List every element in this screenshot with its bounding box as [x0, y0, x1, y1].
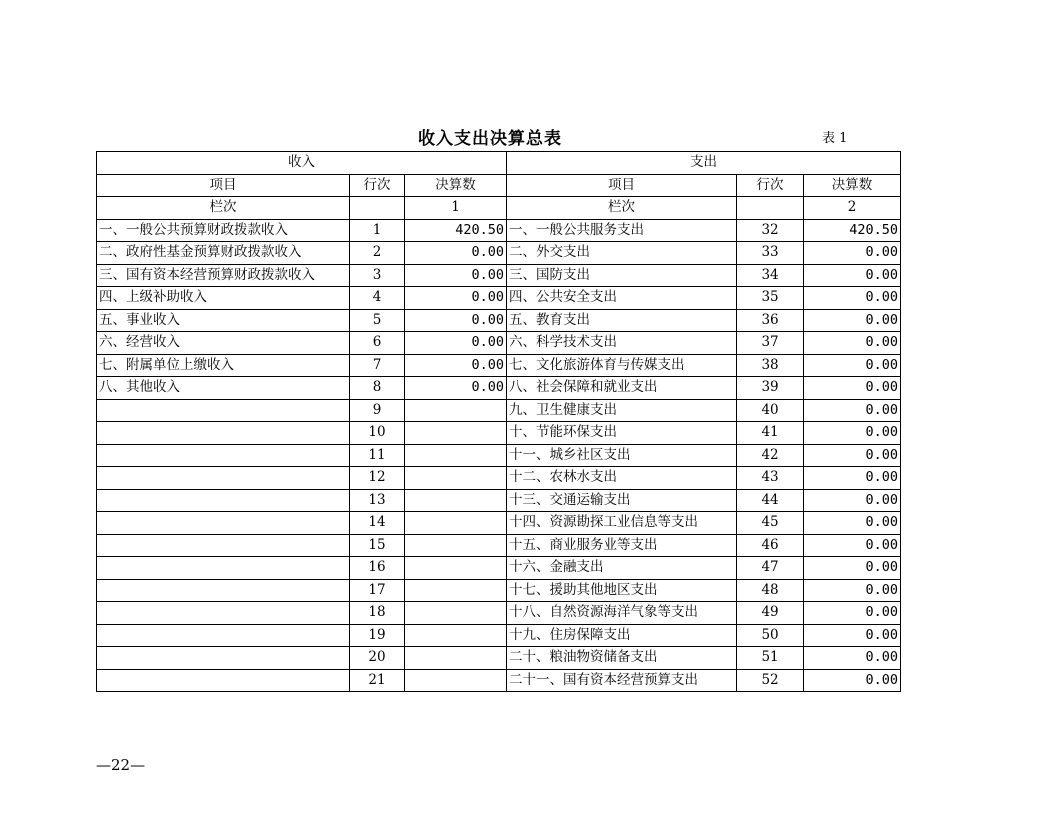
table-number: 表 1: [822, 131, 848, 146]
expense-row-number: 40: [737, 399, 804, 422]
table-row: [97, 624, 901, 647]
expense-item-name: 十、节能环保支出: [507, 422, 737, 445]
column-header-row: [97, 174, 901, 197]
expense-row-number: 39: [737, 377, 804, 400]
expense-lanci-blank: [737, 197, 804, 220]
table-row: [97, 309, 901, 332]
income-row-number: 19: [350, 624, 405, 647]
expense-item-name: 十四、资源勘探工业信息等支出: [507, 512, 737, 535]
income-amount: [405, 602, 507, 625]
expense-amount: 0.00: [804, 422, 901, 445]
table-row: [97, 512, 901, 535]
income-amount: [405, 489, 507, 512]
expense-item-name: 十二、农林水支出: [507, 467, 737, 490]
income-item-name: [97, 534, 350, 557]
income-item-name: [97, 647, 350, 670]
income-lanci-blank: [350, 197, 405, 220]
expense-row-number: 47: [737, 557, 804, 580]
expense-amount: 0.00: [804, 557, 901, 580]
income-item-name: [97, 422, 350, 445]
income-section-header: 收入: [97, 152, 507, 175]
income-item-name: 七、附属单位上缴收入: [97, 354, 350, 377]
expense-row-number: 35: [737, 287, 804, 310]
expense-row-number: 46: [737, 534, 804, 557]
table-row: [97, 219, 901, 242]
expense-item-name: 十三、交通运输支出: [507, 489, 737, 512]
income-amount: 420.50: [405, 219, 507, 242]
income-item-name: 八、其他收入: [97, 377, 350, 400]
table-row: [97, 399, 901, 422]
expense-item-name: 九、卫生健康支出: [507, 399, 737, 422]
expense-amount: 0.00: [804, 489, 901, 512]
income-row-header: 行次: [350, 174, 405, 197]
expense-item-name: 十九、住房保障支出: [507, 624, 737, 647]
expense-amount: 0.00: [804, 354, 901, 377]
expense-item-name: 十七、援助其他地区支出: [507, 579, 737, 602]
income-item-name: [97, 444, 350, 467]
expense-amount: 0.00: [804, 444, 901, 467]
expense-item-name: 七、文化旅游体育与传媒支出: [507, 354, 737, 377]
expense-amount: 0.00: [804, 332, 901, 355]
expense-amount: 0.00: [804, 579, 901, 602]
expense-row-number: 42: [737, 444, 804, 467]
expense-item-name: 十八、自然资源海洋气象等支出: [507, 602, 737, 625]
expense-item-name: 十六、金融支出: [507, 557, 737, 580]
income-amount: [405, 624, 507, 647]
expense-item-name: 二十一、国有资本经营预算支出: [507, 669, 737, 692]
income-item-name: [97, 557, 350, 580]
table-row: [97, 264, 901, 287]
income-item-name: [97, 467, 350, 490]
expense-amount: 0.00: [804, 602, 901, 625]
income-row-number: 11: [350, 444, 405, 467]
income-lanci-label: 栏次: [97, 197, 350, 220]
expense-lanci-label: 栏次: [507, 197, 737, 220]
expense-row-number: 51: [737, 647, 804, 670]
table-row: [97, 332, 901, 355]
income-amount: 0.00: [405, 377, 507, 400]
income-item-name: 五、事业收入: [97, 309, 350, 332]
expense-amount: 0.00: [804, 534, 901, 557]
income-amount: 0.00: [405, 332, 507, 355]
expense-item-name: 四、公共安全支出: [507, 287, 737, 310]
income-amount-header: 决算数: [405, 174, 507, 197]
income-row-number: 4: [350, 287, 405, 310]
income-row-number: 16: [350, 557, 405, 580]
income-item-name: [97, 579, 350, 602]
income-item-name: 一、一般公共预算财政拨款收入: [97, 219, 350, 242]
expense-row-number: 50: [737, 624, 804, 647]
expense-section-header: 支出: [507, 152, 901, 175]
income-amount: 0.00: [405, 287, 507, 310]
expense-row-number: 38: [737, 354, 804, 377]
table-title: 收入支出决算总表: [418, 129, 562, 149]
expense-item-name: 八、社会保障和就业支出: [507, 377, 737, 400]
expense-row-number: 36: [737, 309, 804, 332]
income-amount: [405, 579, 507, 602]
income-item-name: 三、国有资本经营预算财政拨款收入: [97, 264, 350, 287]
income-row-number: 2: [350, 242, 405, 265]
expense-amount: 420.50: [804, 219, 901, 242]
expense-item-name: 六、科学技术支出: [507, 332, 737, 355]
income-item-name: [97, 399, 350, 422]
income-row-number: 3: [350, 264, 405, 287]
income-row-number: 17: [350, 579, 405, 602]
income-item-name: [97, 602, 350, 625]
expense-row-number: 41: [737, 422, 804, 445]
expense-row-number: 52: [737, 669, 804, 692]
income-row-number: 18: [350, 602, 405, 625]
income-amount: [405, 512, 507, 535]
table-row: [97, 354, 901, 377]
expense-amount: 0.00: [804, 647, 901, 670]
expense-amount: 0.00: [804, 242, 901, 265]
income-item-header: 项目: [97, 174, 350, 197]
income-item-name: 六、经营收入: [97, 332, 350, 355]
expense-row-number: 33: [737, 242, 804, 265]
income-amount: 0.00: [405, 309, 507, 332]
expense-item-header: 项目: [507, 174, 737, 197]
expense-amount: 0.00: [804, 287, 901, 310]
income-row-number: 10: [350, 422, 405, 445]
income-lanci-number: 1: [405, 197, 507, 220]
expense-item-name: 一、一般公共服务支出: [507, 219, 737, 242]
expense-item-name: 十五、商业服务业等支出: [507, 534, 737, 557]
income-amount: [405, 534, 507, 557]
table-row: [97, 422, 901, 445]
expense-lanci-number: 2: [804, 197, 901, 220]
table-row: [97, 669, 901, 692]
income-amount: [405, 647, 507, 670]
income-amount: [405, 444, 507, 467]
income-row-number: 7: [350, 354, 405, 377]
income-amount: [405, 399, 507, 422]
expense-row-number: 34: [737, 264, 804, 287]
table-row: [97, 242, 901, 265]
expense-amount-header: 决算数: [804, 174, 901, 197]
income-expense-table: [96, 151, 901, 692]
expense-row-number: 32: [737, 219, 804, 242]
expense-amount: 0.00: [804, 377, 901, 400]
income-row-number: 6: [350, 332, 405, 355]
income-row-number: 21: [350, 669, 405, 692]
income-row-number: 13: [350, 489, 405, 512]
income-amount: [405, 422, 507, 445]
expense-item-name: 二十、粮油物资储备支出: [507, 647, 737, 670]
income-amount: 0.00: [405, 354, 507, 377]
expense-amount: 0.00: [804, 467, 901, 490]
income-row-number: 5: [350, 309, 405, 332]
table-row: [97, 579, 901, 602]
expense-amount: 0.00: [804, 512, 901, 535]
expense-row-number: 45: [737, 512, 804, 535]
lanci-row: [97, 197, 901, 220]
table-row: [97, 534, 901, 557]
income-item-name: [97, 489, 350, 512]
expense-amount: 0.00: [804, 264, 901, 287]
income-row-number: 14: [350, 512, 405, 535]
expense-amount: 0.00: [804, 399, 901, 422]
income-amount: [405, 557, 507, 580]
income-row-number: 8: [350, 377, 405, 400]
expense-row-number: 37: [737, 332, 804, 355]
table-row: [97, 647, 901, 670]
page-number: —22—: [96, 756, 146, 774]
expense-amount: 0.00: [804, 624, 901, 647]
expense-item-name: 三、国防支出: [507, 264, 737, 287]
income-amount: 0.00: [405, 242, 507, 265]
table-row: [97, 444, 901, 467]
income-row-number: 9: [350, 399, 405, 422]
income-amount: [405, 669, 507, 692]
income-item-name: [97, 624, 350, 647]
expense-row-number: 44: [737, 489, 804, 512]
income-amount: 0.00: [405, 264, 507, 287]
income-row-number: 20: [350, 647, 405, 670]
expense-row-header: 行次: [737, 174, 804, 197]
table-row: [97, 557, 901, 580]
income-item-name: 二、政府性基金预算财政拨款收入: [97, 242, 350, 265]
expense-item-name: 五、教育支出: [507, 309, 737, 332]
table-row: [97, 377, 901, 400]
expense-item-name: 二、外交支出: [507, 242, 737, 265]
income-item-name: [97, 669, 350, 692]
income-row-number: 1: [350, 219, 405, 242]
income-amount: [405, 467, 507, 490]
expense-row-number: 48: [737, 579, 804, 602]
income-item-name: 四、上级补助收入: [97, 287, 350, 310]
section-header-row: [97, 152, 901, 175]
income-item-name: [97, 512, 350, 535]
expense-amount: 0.00: [804, 669, 901, 692]
expense-row-number: 43: [737, 467, 804, 490]
table-row: [97, 489, 901, 512]
table-row: [97, 287, 901, 310]
expense-item-name: 十一、城乡社区支出: [507, 444, 737, 467]
table-row: [97, 602, 901, 625]
income-row-number: 12: [350, 467, 405, 490]
income-row-number: 15: [350, 534, 405, 557]
table-row: [97, 467, 901, 490]
expense-amount: 0.00: [804, 309, 901, 332]
expense-row-number: 49: [737, 602, 804, 625]
